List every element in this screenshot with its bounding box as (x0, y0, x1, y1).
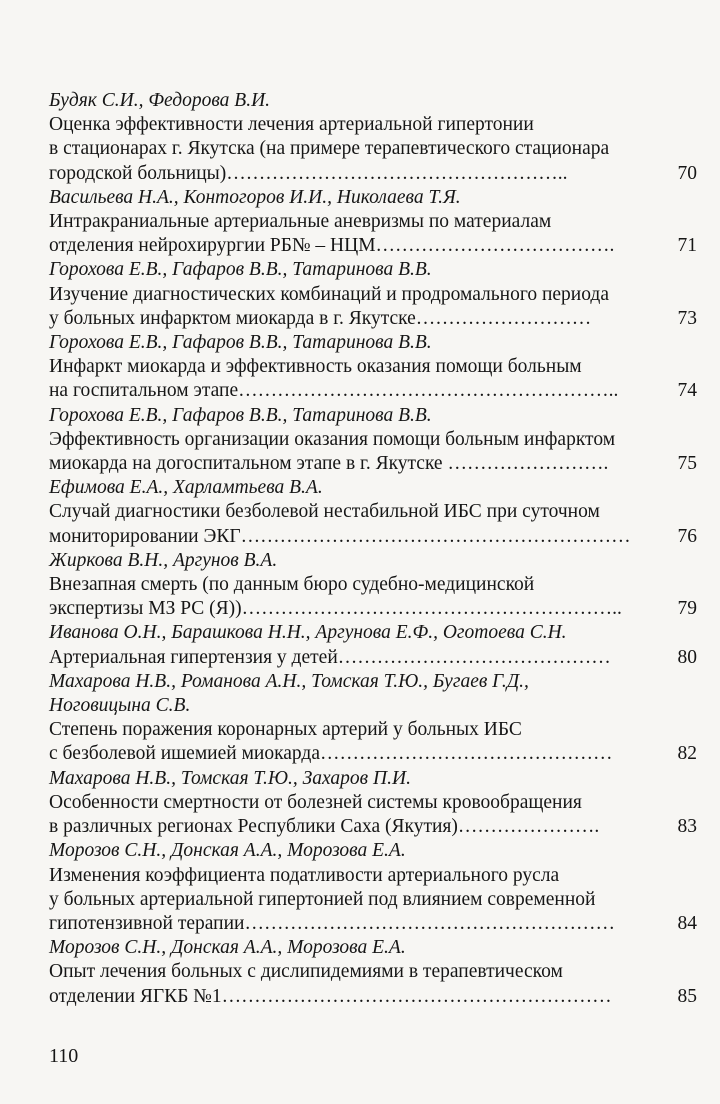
toc-entry-page-number: 74 (677, 380, 697, 402)
toc-entry-title-line: Эффективность организации оказания помощи больным инфарктом (49, 428, 616, 450)
toc-entry-title-leader: миокарда на догоспитальном этапе в г. Якутске ……………………. (49, 453, 609, 475)
toc-entry-authors: Горохова Е.В., Гафаров В.В., Татаринова В.В. (49, 259, 432, 281)
toc-entry-title-line: Степень поражения коронарных артерий у больных ИБС (49, 719, 522, 741)
toc-entry-title-line: Изменения коэффициента податливости артериального русла (49, 864, 560, 886)
toc-entry (49, 936, 697, 1009)
toc-entry-title-leader: в различных регионах Республики Саха (Якутия)…………………. (49, 816, 600, 838)
toc-entry-page-number: 71 (677, 235, 697, 257)
toc-entry-last-line (49, 912, 697, 936)
toc-entry-page-number: 85 (677, 985, 697, 1007)
toc-entry-title-leader: у больных инфарктом миокарда в г. Якутске……………………… (49, 307, 592, 329)
toc-entry-title-line: Инфаркт миокарда и эффективность оказания помощи больным (49, 356, 582, 378)
toc-entry-authors: Васильева Н.А., Контогоров И.И., Николаева Т.Я. (49, 186, 461, 208)
toc-entry-authors: Ноговицына С.В. (49, 695, 191, 717)
toc-entry-title-line: Интракраниальные артериальные аневризмы по материалам (49, 211, 552, 233)
table-of-contents (49, 89, 697, 1009)
toc-entry-last-line (49, 525, 697, 549)
toc-entry-last-line (49, 234, 697, 258)
toc-entry-title-line: Опыт лечения больных с дислипидемиями в терапевтическом (49, 961, 563, 983)
toc-entry-page-number: 70 (677, 162, 697, 184)
toc-entry-title-line: в стационарах г. Якутска (на примере терапевтического стационара (49, 138, 610, 160)
toc-entry-page-number: 80 (677, 646, 697, 668)
toc-entry-last-line (49, 985, 697, 1009)
toc-entry-last-line (49, 742, 697, 766)
toc-entry-title-leader: городской больницы)…………………………………………….. (49, 162, 568, 184)
toc-entry-title-leader: на госпитальном этапе………………………………………………….. (49, 380, 619, 402)
toc-entry-title-leader: гипотензивной терапии………………………………………………… (49, 912, 615, 934)
toc-entry-title-line: Особенности смертности от болезней системы кровообращения (49, 791, 582, 813)
toc-entry-page-number: 82 (677, 743, 697, 765)
toc-entry (49, 670, 697, 767)
toc-entry-authors: Морозов С.Н., Донская А.А., Морозова Е.А. (49, 840, 406, 862)
toc-entry-authors: Иванова О.Н., Барашкова Н.Н., Аргунова Е.Ф., Оготоева С.Н. (49, 622, 567, 644)
toc-entry-last-line (49, 815, 697, 839)
toc-entry (49, 331, 697, 404)
toc-entry (49, 476, 697, 549)
toc-entry-authors: Махарова Н.В., Романова А.Н., Томская Т.Ю., Бугаев Г.Д., (49, 670, 529, 692)
toc-entry-title-line: Внезапная смерть (по данным бюро судебно-медицинской (49, 574, 535, 596)
toc-entry (49, 621, 697, 669)
page-number: 110 (49, 1045, 79, 1067)
toc-entry-page-number: 75 (677, 453, 697, 475)
toc-entry-last-line (49, 162, 697, 186)
toc-entry (49, 258, 697, 331)
toc-entry-title-leader: экспертизы МЗ РС (Я))………………………………………………….. (49, 598, 622, 620)
toc-entry-authors: Морозов С.Н., Донская А.А., Морозова Е.А. (49, 937, 406, 959)
toc-entry-authors: Жиркова В.Н., Аргунов В.А. (49, 549, 278, 571)
toc-entry-authors: Горохова Е.В., Гафаров В.В., Татаринова В.В. (49, 332, 432, 354)
toc-entry-authors: Махарова Н.В., Томская Т.Ю., Захаров П.И. (49, 767, 411, 789)
toc-entry (49, 89, 697, 186)
toc-entry-authors: Ефимова Е.А., Харламтьева В.А. (49, 477, 323, 499)
toc-entry-last-line (49, 452, 697, 476)
toc-entry (49, 549, 697, 622)
toc-entry-title-leader: отделении ЯГКБ №1…………………………………………………… (49, 985, 612, 1007)
toc-entry-page-number: 73 (677, 307, 697, 329)
toc-entry-title-line: у больных артериальной гипертонией под влиянием современной (49, 888, 596, 910)
toc-entry-title-leader: Артериальная гипертензия у детей…………………………………… (49, 646, 611, 668)
toc-entry-page-number: 79 (677, 598, 697, 620)
toc-entry-title-line: Случай диагностики безболевой нестабильной ИБС при суточном (49, 501, 600, 523)
toc-entry (49, 767, 697, 840)
toc-entry-title-leader: с безболевой ишемией миокарда……………………………………… (49, 743, 613, 765)
toc-entry-last-line (49, 597, 697, 621)
toc-entry-last-line (49, 646, 697, 670)
toc-entry (49, 186, 697, 259)
toc-entry-page-number: 84 (677, 912, 697, 934)
toc-entry-authors: Горохова Е.В., Гафаров В.В., Татаринова В.В. (49, 404, 432, 426)
toc-entry-title-leader: отделения нейрохирургии РБ№ – НЦМ………………………………. (49, 235, 615, 257)
toc-entry-title-line: Оценка эффективности лечения артериальной гипертонии (49, 114, 534, 136)
toc-entry-last-line (49, 379, 697, 403)
toc-entry-authors: Будяк С.И., Федорова В.И. (49, 90, 271, 111)
toc-entry (49, 839, 697, 936)
toc-entry-last-line (49, 307, 697, 331)
toc-entry-page-number: 76 (677, 525, 697, 547)
toc-entry-title-line: Изучение диагностических комбинаций и продромального периода (49, 283, 610, 305)
toc-entry-title-leader: мониторировании ЭКГ…………………………………………………… (49, 525, 631, 547)
toc-entry-page-number: 83 (677, 816, 697, 838)
toc-entry (49, 404, 697, 477)
